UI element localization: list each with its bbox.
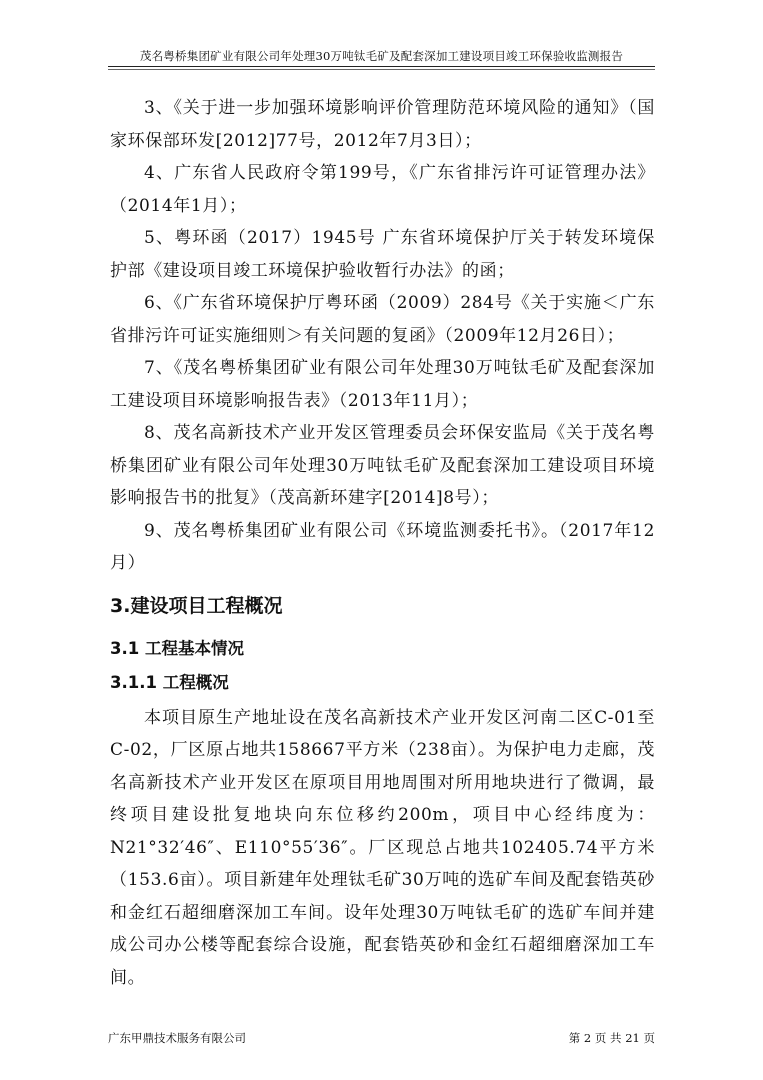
subsection-heading: 3.1 工程基本情况 — [110, 638, 244, 658]
reference-item-6: 6、《广东省环境保护厅粤环函（2009）284号《关于实施＜广东省排污许可证实施细则＞有关问题的复函》（2009年12月26日）； — [110, 293, 655, 346]
reference-item-3: 3、《关于进一步加强环境影响评价管理防范环境风险的通知》（国家环保部环发[2012]77号，2012年7月3日）； — [110, 98, 655, 151]
reference-item-8: 8、茂名高新技术产业开发区管理委员会环保安监局《关于茂名粤桥集团矿业有限公司年处理30万吨钛毛矿及配套深加工建设项目环境影响报告书的批复》（茂高新环建字[2014]8号）； — [110, 423, 655, 508]
overview-paragraph: 本项目原生产地址设在茂名高新技术产业开发区河南二区C-01至C-02，厂区原占地共158667平方米（238亩）。为保护电力走廊，茂名高新技术产业开发区在原项目用地周围对所用地块进行了微调，最终项目建设批复地块向东位移约200m，项目中心经纬度为：N21°32′46″、E110°55′36″。厂区现总占地共102405.74平方米（153.6亩）。项目新建年处理钛毛矿30万吨的选矿车间及配套锆英砂和金红石超细磨深加工车间。设年处理30万吨钛毛矿的选矿车间并建成公司办公楼等配套综合设施，配套锆英砂和金红石超细磨深加工车间。 — [110, 707, 655, 988]
reference-item-9: 9、茂名粤桥集团矿业有限公司《环境监测委托书》。（2017年12月） — [110, 520, 655, 573]
header-rule — [108, 66, 655, 67]
footer-page-number: 第 2 页 共 21 页 — [568, 1031, 655, 1045]
reference-item-5: 5、粤环函（2017）1945号 广东省环境保护厅关于转发环境保护部《建设项目竣工环境保护验收暂行办法》的函； — [110, 228, 655, 281]
section-heading: 3.建设项目工程概况 — [110, 594, 283, 617]
page-content — [110, 92, 655, 994]
subsubsection-heading: 3.1.1 工程概况 — [110, 672, 229, 692]
reference-item-4: 4、广东省人民政府令第199号，《广东省排污许可证管理办法》（2014年1月）； — [110, 163, 655, 216]
reference-item-7: 7、《茂名粤桥集团矿业有限公司年处理30万吨钛毛矿及配套深加工建设项目环境影响报告表》（2013年11月）； — [110, 358, 655, 411]
footer-company: 广东甲鼎技术服务有限公司 — [108, 1031, 246, 1045]
running-header: 茂名粤桥集团矿业有限公司年处理30万吨钛毛矿及配套深加工建设项目竣工环保验收监测报告 — [139, 49, 624, 63]
header-rule-thin — [108, 69, 655, 70]
